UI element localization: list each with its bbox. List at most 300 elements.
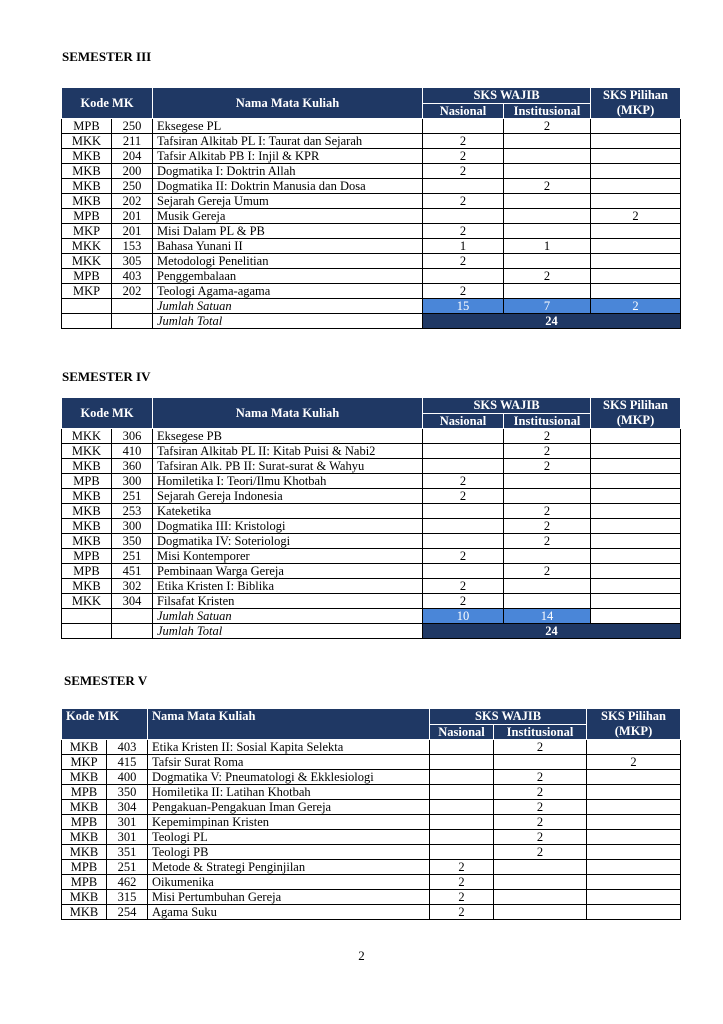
course-name: Misi Dalam PL & PB xyxy=(153,224,423,239)
course-number: 415 xyxy=(107,755,148,770)
course-name: Penggembalaan xyxy=(153,269,423,284)
semester-4-title: SEMESTER IV xyxy=(62,369,151,384)
course-prefix: MKP xyxy=(62,284,112,299)
jumlah-total-row xyxy=(62,624,681,639)
course-number: 360 xyxy=(112,459,153,474)
sks-institusional: 2 xyxy=(504,444,591,459)
table-row xyxy=(62,905,681,920)
sks-nasional: 2 xyxy=(423,549,504,564)
course-name: Tafsiran Alk. PB II: Surat-surat & Wahyu xyxy=(153,459,423,474)
sks-institusional: 2 xyxy=(504,564,591,579)
sks-nasional: 2 xyxy=(423,224,504,239)
table-row xyxy=(62,549,681,564)
sks-institusional xyxy=(504,489,591,504)
course-name: Homiletika I: Teori/Ilmu Khotbah xyxy=(153,474,423,489)
course-prefix: MKP xyxy=(62,755,107,770)
course-prefix: MKB xyxy=(62,830,107,845)
sks-pilihan xyxy=(591,254,681,269)
table-row xyxy=(62,890,681,905)
jumlah-total-value: 24 xyxy=(423,314,681,329)
course-name: Homiletika II: Latihan Khotbah xyxy=(148,785,430,800)
sks-pilihan xyxy=(591,149,681,164)
header-kode-mk: Kode MK xyxy=(62,709,148,740)
table-row xyxy=(62,444,681,459)
empty-cell xyxy=(112,624,153,639)
sks-nasional xyxy=(430,740,494,755)
jumlah-satuan-row xyxy=(62,609,681,624)
table-row xyxy=(62,534,681,549)
course-number: 301 xyxy=(107,815,148,830)
course-prefix: MKB xyxy=(62,164,112,179)
course-prefix: MKB xyxy=(62,890,107,905)
course-number: 253 xyxy=(112,504,153,519)
header-nama-mata-kuliah: Nama Mata Kuliah xyxy=(153,398,423,429)
header-institusional: Institusional xyxy=(504,413,591,429)
course-prefix: MKP xyxy=(62,224,112,239)
sks-nasional xyxy=(423,564,504,579)
table-row xyxy=(62,284,681,299)
sks-institusional: 2 xyxy=(494,785,587,800)
course-name: Teologi PL xyxy=(148,830,430,845)
table-row xyxy=(62,564,681,579)
sks-nasional: 2 xyxy=(430,890,494,905)
header-sks-wajib: SKS WAJIB xyxy=(423,88,591,104)
sks-pilihan xyxy=(587,800,681,815)
course-number: 211 xyxy=(112,134,153,149)
course-number: 403 xyxy=(112,269,153,284)
sks-pilihan xyxy=(591,179,681,194)
course-prefix: MKB xyxy=(62,770,107,785)
course-name: Tafsir Alkitab PB I: Injil & KPR xyxy=(153,149,423,164)
sks-institusional xyxy=(504,134,591,149)
table-row xyxy=(62,459,681,474)
sks-nasional xyxy=(430,800,494,815)
sks-institusional xyxy=(494,875,587,890)
header-institusional: Institusional xyxy=(504,103,591,119)
table-row xyxy=(62,269,681,284)
table-row xyxy=(62,474,681,489)
sks-pilihan xyxy=(591,564,681,579)
sks-nasional: 2 xyxy=(423,134,504,149)
table-row xyxy=(62,164,681,179)
course-prefix: MKK xyxy=(62,254,112,269)
course-prefix: MKB xyxy=(62,194,112,209)
sks-nasional: 2 xyxy=(423,164,504,179)
course-prefix: MKB xyxy=(62,519,112,534)
course-name: Tafsir Surat Roma xyxy=(148,755,430,770)
course-name: Sejarah Gereja Indonesia xyxy=(153,489,423,504)
sks-pilihan xyxy=(591,489,681,504)
sks-pilihan xyxy=(587,860,681,875)
course-prefix: MKB xyxy=(62,845,107,860)
table-row xyxy=(62,845,681,860)
course-number: 202 xyxy=(112,194,153,209)
sks-pilihan xyxy=(591,519,681,534)
sks-pilihan xyxy=(591,594,681,609)
course-prefix: MKB xyxy=(62,534,112,549)
sks-nasional: 2 xyxy=(423,489,504,504)
table-row xyxy=(62,254,681,269)
course-prefix: MPB xyxy=(62,119,112,134)
table-row xyxy=(62,504,681,519)
sks-pilihan xyxy=(591,549,681,564)
course-number: 302 xyxy=(112,579,153,594)
course-name: Pembinaan Warga Gereja xyxy=(153,564,423,579)
sks-nasional xyxy=(423,209,504,224)
table-row xyxy=(62,815,681,830)
course-number: 410 xyxy=(112,444,153,459)
course-prefix: MPB xyxy=(62,269,112,284)
sks-nasional: 2 xyxy=(423,194,504,209)
course-name: Bahasa Yunani II xyxy=(153,239,423,254)
sks-institusional: 2 xyxy=(504,269,591,284)
course-number: 350 xyxy=(112,534,153,549)
sks-institusional: 2 xyxy=(494,845,587,860)
sks-pilihan xyxy=(591,269,681,284)
course-number: 451 xyxy=(112,564,153,579)
table-row xyxy=(62,800,681,815)
sks-nasional: 1 xyxy=(423,239,504,254)
course-number: 254 xyxy=(107,905,148,920)
course-number: 306 xyxy=(112,429,153,444)
course-name: Agama Suku xyxy=(148,905,430,920)
course-prefix: MKK xyxy=(62,239,112,254)
sks-pilihan xyxy=(587,770,681,785)
table-row xyxy=(62,830,681,845)
sks-institusional: 2 xyxy=(494,770,587,785)
sks-nasional: 2 xyxy=(423,579,504,594)
sks-pilihan xyxy=(587,890,681,905)
sks-institusional: 2 xyxy=(504,534,591,549)
course-number: 351 xyxy=(107,845,148,860)
course-prefix: MKB xyxy=(62,149,112,164)
sks-nasional: 2 xyxy=(423,594,504,609)
course-prefix: MKK xyxy=(62,134,112,149)
sks-institusional xyxy=(494,905,587,920)
empty-cell xyxy=(62,314,112,329)
sks-institusional xyxy=(494,755,587,770)
course-number: 251 xyxy=(112,549,153,564)
semester-5-title: SEMESTER V xyxy=(64,673,148,688)
sks-institusional: 2 xyxy=(504,119,591,134)
table-row xyxy=(62,875,681,890)
course-number: 350 xyxy=(107,785,148,800)
sks-institusional xyxy=(504,194,591,209)
course-number: 204 xyxy=(112,149,153,164)
sks-institusional xyxy=(504,594,591,609)
sks-pilihan xyxy=(591,164,681,179)
sks-pilihan xyxy=(591,579,681,594)
course-name: Etika Kristen II: Sosial Kapita Selekta xyxy=(148,740,430,755)
page-number: 2 xyxy=(358,948,365,963)
sks-pilihan xyxy=(587,845,681,860)
sks-nasional xyxy=(423,119,504,134)
header-sks-pilihan: SKS Pilihan (MKP) xyxy=(587,709,681,740)
jumlah-satuan-row xyxy=(62,299,681,314)
satuan-nasional: 10 xyxy=(423,609,504,624)
course-name: Dogmatika I: Doktrin Allah xyxy=(153,164,423,179)
sks-institusional xyxy=(504,164,591,179)
sks-pilihan xyxy=(591,224,681,239)
course-prefix: MPB xyxy=(62,209,112,224)
sks-pilihan: 2 xyxy=(587,755,681,770)
header-nasional: Nasional xyxy=(423,413,504,429)
sks-institusional: 2 xyxy=(494,830,587,845)
course-prefix: MKB xyxy=(62,905,107,920)
table-row xyxy=(62,519,681,534)
sks-institusional xyxy=(504,209,591,224)
course-name: Misi Kontemporer xyxy=(153,549,423,564)
sks-nasional xyxy=(423,459,504,474)
sks-institusional xyxy=(494,860,587,875)
course-number: 251 xyxy=(107,860,148,875)
course-number: 250 xyxy=(112,179,153,194)
sks-institusional: 2 xyxy=(494,800,587,815)
sks-pilihan xyxy=(587,875,681,890)
course-prefix: MPB xyxy=(62,875,107,890)
course-number: 250 xyxy=(112,119,153,134)
sks-pilihan xyxy=(591,474,681,489)
sks-nasional: 2 xyxy=(423,474,504,489)
course-prefix: MPB xyxy=(62,815,107,830)
sks-institusional: 2 xyxy=(504,429,591,444)
table-row xyxy=(62,119,681,134)
satuan-institusional: 7 xyxy=(504,299,591,314)
table-row xyxy=(62,429,681,444)
sks-institusional xyxy=(504,149,591,164)
jumlah-total-label: Jumlah Total xyxy=(153,314,423,329)
course-prefix: MPB xyxy=(62,860,107,875)
course-name: Dogmatika IV: Soteriologi xyxy=(153,534,423,549)
course-name: Pengakuan-Pengakuan Iman Gereja xyxy=(148,800,430,815)
sks-pilihan xyxy=(591,239,681,254)
table-row xyxy=(62,579,681,594)
sks-nasional: 2 xyxy=(430,875,494,890)
course-number: 462 xyxy=(107,875,148,890)
header-institusional: Institusional xyxy=(494,724,587,740)
header-sks-wajib: SKS WAJIB xyxy=(430,709,587,725)
table-row xyxy=(62,755,681,770)
jumlah-total-row xyxy=(62,314,681,329)
empty-cell xyxy=(112,299,153,314)
course-number: 400 xyxy=(107,770,148,785)
empty-cell xyxy=(112,609,153,624)
sks-institusional xyxy=(504,254,591,269)
table-row xyxy=(62,785,681,800)
course-number: 304 xyxy=(107,800,148,815)
header-sks-pilihan: SKS Pilihan (MKP) xyxy=(591,398,681,429)
sks-nasional: 2 xyxy=(423,149,504,164)
sks-pilihan xyxy=(591,504,681,519)
course-name: Teologi PB xyxy=(148,845,430,860)
semester-3-table xyxy=(61,87,681,329)
jumlah-satuan-label: Jumlah Satuan xyxy=(153,609,423,624)
table-row xyxy=(62,489,681,504)
course-prefix: MKB xyxy=(62,740,107,755)
sks-pilihan xyxy=(587,905,681,920)
course-prefix: MKB xyxy=(62,489,112,504)
header-kode-mk: Kode MK xyxy=(62,398,153,429)
course-name: Metodologi Penelitian xyxy=(153,254,423,269)
table-row xyxy=(62,740,681,755)
course-prefix: MKB xyxy=(62,179,112,194)
empty-cell xyxy=(62,299,112,314)
sks-nasional xyxy=(423,444,504,459)
course-name: Tafsiran Alkitab PL II: Kitab Puisi & Nabi2 xyxy=(153,444,423,459)
sks-pilihan xyxy=(587,740,681,755)
sks-institusional: 2 xyxy=(504,504,591,519)
course-name: Oikumenika xyxy=(148,875,430,890)
sks-pilihan xyxy=(591,134,681,149)
course-prefix: MPB xyxy=(62,785,107,800)
header-nasional: Nasional xyxy=(423,103,504,119)
course-prefix: MKB xyxy=(62,459,112,474)
sks-nasional xyxy=(430,845,494,860)
sks-nasional: 2 xyxy=(423,254,504,269)
course-prefix: MPB xyxy=(62,474,112,489)
course-prefix: MKB xyxy=(62,579,112,594)
course-name: Musik Gereja xyxy=(153,209,423,224)
sks-institusional: 2 xyxy=(494,815,587,830)
course-number: 304 xyxy=(112,594,153,609)
sks-institusional: 1 xyxy=(504,239,591,254)
course-number: 201 xyxy=(112,224,153,239)
table-row xyxy=(62,149,681,164)
sks-nasional xyxy=(423,179,504,194)
course-name: Teologi Agama-agama xyxy=(153,284,423,299)
course-name: Kepemimpinan Kristen xyxy=(148,815,430,830)
sks-nasional xyxy=(423,519,504,534)
course-name: Dogmatika V: Pneumatologi & Ekklesiologi xyxy=(148,770,430,785)
sks-pilihan xyxy=(591,429,681,444)
course-number: 153 xyxy=(112,239,153,254)
sks-nasional: 2 xyxy=(430,860,494,875)
sks-nasional xyxy=(430,770,494,785)
course-name: Kateketika xyxy=(153,504,423,519)
jumlah-satuan-label: Jumlah Satuan xyxy=(153,299,423,314)
table-row xyxy=(62,179,681,194)
satuan-pilihan xyxy=(591,609,681,624)
semester-5-table xyxy=(61,708,681,920)
sks-institusional xyxy=(494,890,587,905)
empty-cell xyxy=(62,624,112,639)
sks-nasional xyxy=(430,815,494,830)
course-prefix: MKK xyxy=(62,594,112,609)
table-row xyxy=(62,224,681,239)
header-nasional: Nasional xyxy=(430,724,494,740)
table-row xyxy=(62,239,681,254)
course-number: 300 xyxy=(112,474,153,489)
course-name: Sejarah Gereja Umum xyxy=(153,194,423,209)
sks-pilihan xyxy=(587,830,681,845)
course-prefix: MKK xyxy=(62,429,112,444)
sks-nasional: 2 xyxy=(423,284,504,299)
sks-nasional xyxy=(423,269,504,284)
sks-nasional xyxy=(423,504,504,519)
course-number: 403 xyxy=(107,740,148,755)
course-name: Eksegese PL xyxy=(153,119,423,134)
sks-nasional xyxy=(423,534,504,549)
semester-4-table xyxy=(61,397,681,639)
course-name: Metode & Strategi Penginjilan xyxy=(148,860,430,875)
satuan-nasional: 15 xyxy=(423,299,504,314)
header-sks-wajib: SKS WAJIB xyxy=(423,398,591,414)
sks-institusional xyxy=(504,224,591,239)
sks-pilihan xyxy=(591,444,681,459)
table-row xyxy=(62,194,681,209)
table-row xyxy=(62,209,681,224)
course-number: 200 xyxy=(112,164,153,179)
empty-cell xyxy=(112,314,153,329)
sks-nasional xyxy=(430,785,494,800)
course-prefix: MKK xyxy=(62,444,112,459)
jumlah-total-value: 24 xyxy=(423,624,681,639)
course-name: Etika Kristen I: Biblika xyxy=(153,579,423,594)
satuan-pilihan: 2 xyxy=(591,299,681,314)
sks-institusional: 2 xyxy=(504,519,591,534)
course-prefix: MPB xyxy=(62,549,112,564)
course-name: Eksegese PB xyxy=(153,429,423,444)
course-name: Misi Pertumbuhan Gereja xyxy=(148,890,430,905)
course-prefix: MPB xyxy=(62,564,112,579)
course-number: 301 xyxy=(107,830,148,845)
sks-pilihan xyxy=(591,194,681,209)
sks-institusional xyxy=(504,579,591,594)
sks-institusional xyxy=(504,549,591,564)
sks-pilihan: 2 xyxy=(591,209,681,224)
course-number: 300 xyxy=(112,519,153,534)
course-prefix: MKB xyxy=(62,504,112,519)
course-number: 251 xyxy=(112,489,153,504)
sks-pilihan xyxy=(591,534,681,549)
sks-institusional xyxy=(504,284,591,299)
sks-institusional: 2 xyxy=(504,179,591,194)
sks-nasional xyxy=(430,830,494,845)
empty-cell xyxy=(62,609,112,624)
course-prefix: MKB xyxy=(62,800,107,815)
table-row xyxy=(62,594,681,609)
course-name: Dogmatika III: Kristologi xyxy=(153,519,423,534)
table-row xyxy=(62,860,681,875)
course-name: Tafsiran Alkitab PL I: Taurat dan Sejarah xyxy=(153,134,423,149)
sks-institusional: 2 xyxy=(504,459,591,474)
sks-institusional xyxy=(504,474,591,489)
course-number: 201 xyxy=(112,209,153,224)
sks-pilihan xyxy=(591,284,681,299)
jumlah-total-label: Jumlah Total xyxy=(153,624,423,639)
course-number: 315 xyxy=(107,890,148,905)
sks-nasional: 2 xyxy=(430,905,494,920)
header-nama-mata-kuliah: Nama Mata Kuliah xyxy=(153,88,423,119)
table-row xyxy=(62,134,681,149)
sks-nasional xyxy=(430,755,494,770)
sks-pilihan xyxy=(587,815,681,830)
header-nama-mata-kuliah: Nama Mata Kuliah xyxy=(148,709,430,740)
course-number: 305 xyxy=(112,254,153,269)
sks-pilihan xyxy=(591,119,681,134)
sks-institusional: 2 xyxy=(494,740,587,755)
course-name: Dogmatika II: Doktrin Manusia dan Dosa xyxy=(153,179,423,194)
semester-3-title: SEMESTER III xyxy=(62,49,152,64)
header-kode-mk: Kode MK xyxy=(62,88,153,119)
table-row xyxy=(62,770,681,785)
sks-pilihan xyxy=(591,459,681,474)
course-number: 202 xyxy=(112,284,153,299)
course-name: Filsafat Kristen xyxy=(153,594,423,609)
header-sks-pilihan: SKS Pilihan (MKP) xyxy=(591,88,681,119)
satuan-institusional: 14 xyxy=(504,609,591,624)
sks-nasional xyxy=(423,429,504,444)
